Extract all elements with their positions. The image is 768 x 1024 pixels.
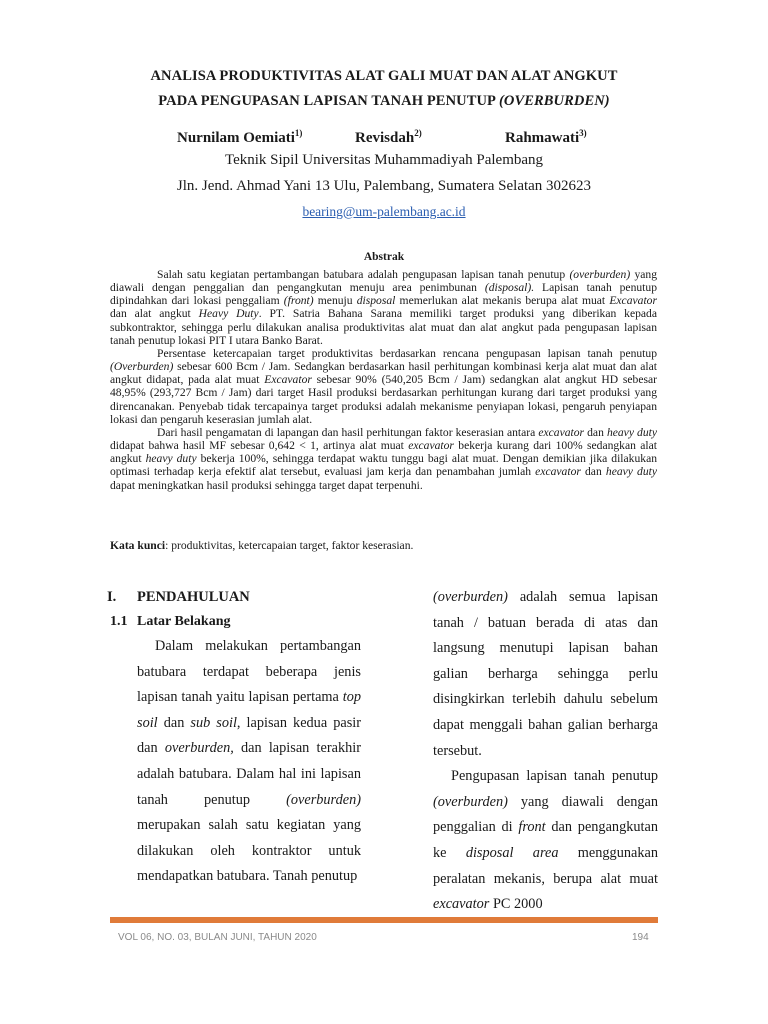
text-run: Dalam melakukan pertambangan batubara terdapat beberapa jenis lapisan tanah yaitu lapisan pertama bbox=[137, 638, 361, 706]
page-number: 194 bbox=[632, 932, 649, 943]
keywords-label: Kata kunci bbox=[110, 539, 166, 552]
author-1 bbox=[177, 128, 302, 147]
italic-term: overburden, bbox=[164, 740, 234, 757]
text-run: dapat meningkatkan hasil produksi sehingga target dapat terpenuhi. bbox=[110, 478, 423, 492]
body-paragraph bbox=[137, 634, 361, 890]
body-column-left bbox=[137, 634, 361, 890]
italic-term: top soil bbox=[137, 689, 361, 731]
author-name: Nurnilam Oemiati bbox=[177, 130, 295, 146]
italic-term: (front) bbox=[283, 294, 314, 308]
keywords bbox=[110, 539, 413, 552]
text-run: Lapisan tanah penutup dipindahkan dari lokasi penggaliam bbox=[110, 281, 657, 308]
italic-term: (overburden) bbox=[433, 793, 508, 810]
italic-term: (overburden) bbox=[569, 268, 631, 281]
paper-title-line-2 bbox=[0, 93, 768, 110]
italic-term: excavator bbox=[538, 425, 585, 439]
subsection-number: 1.1 bbox=[110, 614, 128, 629]
italic-term: heavy duty bbox=[605, 465, 658, 479]
italic-term: excavator bbox=[408, 439, 454, 453]
section-title: PENDAHULUAN bbox=[137, 589, 250, 605]
italic-term: (disposal). bbox=[484, 281, 535, 295]
italic-term: sub soil bbox=[190, 714, 237, 731]
body-paragraph bbox=[433, 764, 658, 918]
text-run: dan lapisan terakhir adalah batubara. Dalam hal ini lapisan tanah penutup bbox=[137, 740, 361, 808]
italic-term: excavator bbox=[535, 465, 581, 479]
text-run: memerlukan alat mekanis berupa alat muat bbox=[395, 294, 610, 308]
author-2 bbox=[355, 128, 422, 147]
text-run: Persentase ketercapaian target produktivitas berdasarkan rencana pengupasan lapisan tanah penutup bbox=[157, 346, 657, 360]
italic-term: disposal area bbox=[465, 844, 559, 861]
section-heading bbox=[107, 589, 250, 606]
text-run: menuju bbox=[313, 294, 357, 308]
text-run: , lapisan kedua pasir dan bbox=[137, 714, 361, 757]
author-name: Revisdah bbox=[355, 130, 415, 146]
italic-term: excavator bbox=[433, 896, 490, 913]
footer-divider bbox=[110, 917, 658, 923]
author-name: Rahmawati bbox=[505, 130, 580, 146]
text-run: Pengupasan lapisan tanah penutup bbox=[451, 768, 658, 785]
author-superscript: 3) bbox=[579, 128, 587, 138]
italic-term: (Overburden) bbox=[110, 360, 174, 374]
text-run: merupakan salah satu kegiatan yang dilakukan oleh kontraktor untuk mendapatkan batubara. Tanah penutup bbox=[137, 817, 361, 885]
title-italic: (OVERBURDEN) bbox=[498, 93, 610, 109]
text-run: adalah semua lapisan tanah / batuan berada di atas dan langsung menutupi lapisan bahan galian berharga sehingga perlu disingkirkan terlebih dahulu sebelum dapat menggali bahan galian berharga tersebut. bbox=[433, 589, 658, 759]
text-run: PC 2000 bbox=[489, 896, 543, 913]
subsection-heading bbox=[110, 614, 230, 630]
abstract-heading: Abstrak bbox=[363, 251, 405, 263]
text-run: . PT. Satria Bahana Sarana memiliki target produksi yang diberikan kepada subkontraktor, sehingga perlu dilakukan analisa produktivitas alat muat dan alat angkut pada pengupasan lapisan tanah penutup lokasi PIT I utara Banko Barat. bbox=[110, 307, 658, 347]
email-link[interactable]: bearing@um-palembang.ac.id bbox=[302, 204, 466, 219]
italic-term: (overburden) bbox=[433, 589, 508, 605]
paper-title-line-1: ANALISA PRODUKTIVITAS ALAT GALI MUAT DAN ALAT ANGKUT bbox=[150, 68, 618, 84]
italic-term: heavy duty bbox=[145, 452, 197, 466]
italic-term: Heavy Duty bbox=[198, 307, 259, 321]
abstract-body bbox=[110, 268, 657, 492]
text-run: sebesar 90% (540,205 Bcm / Jam) sedangkan alat angkut HD sebesar 48,95% (293,727 Bcm / Jam) dari target Hasil produksi berdasarkan perhitungan kurang dari target produksi yang direncanakan. Penyebab tidak tercapainya target produksi adalah mekanisme penyiapan lokasi, pengaruh penyiapan lokasi dan pengaruh keserasian jumlah alat. bbox=[110, 373, 657, 426]
author-superscript: 1) bbox=[294, 128, 303, 138]
text-run: dan bbox=[157, 714, 191, 731]
body-paragraph bbox=[433, 585, 658, 764]
italic-term: disposal bbox=[356, 294, 396, 308]
address: Jln. Jend. Ahmad Yani 13 Ulu, Palembang, Sumatera Selatan 302623 bbox=[176, 178, 592, 194]
author-3 bbox=[505, 128, 587, 147]
text-run: dan alat angkut bbox=[110, 307, 199, 321]
text-run: bekerja kurang dari 100% sedangkan alat angkut bbox=[110, 439, 657, 466]
text-run: dan bbox=[580, 465, 606, 479]
keywords-text: : produktivitas, ketercapaian target, faktor keserasian. bbox=[165, 539, 414, 552]
text-run: menggunakan peralatan mekanis, berupa alat muat bbox=[433, 844, 658, 887]
text-run: sebesar 600 Bcm / Jam. Sedangkan berdasarkan hasil perhitungan kombinasi kerja alat muat dan alat angkut didapat, pada alat muat bbox=[110, 360, 657, 387]
text-run: bekerja 100%, sehingga terdapat waktu tunggu bagi alat muat. Dengan demikian jika dilakukan optimasi terhadap kerja efektif alat tersebut, evaluasi jam kerja dan penambahan jumlah bbox=[110, 452, 658, 479]
italic-term: front bbox=[518, 819, 546, 836]
abstract-paragraph-2 bbox=[110, 347, 657, 426]
text-run: yang diawali dengan penggalian dan pengangkutan menuju area penimbunan bbox=[110, 268, 658, 295]
body-column-right bbox=[433, 585, 658, 918]
text-run: Dari hasil pengamatan di lapangan dan hasil perhitungan faktor keserasian antara bbox=[157, 425, 539, 439]
italic-term: heavy duty bbox=[606, 425, 657, 439]
text-run: didapat bahwa hasil MF sebesar 0,642 < 1, artinya alat muat bbox=[110, 439, 409, 453]
abstract-paragraph-3 bbox=[110, 426, 657, 492]
journal-info: VOL 06, NO. 03, BULAN JUNI, TAHUN 2020 bbox=[118, 932, 317, 943]
abstract-paragraph-1 bbox=[110, 268, 657, 347]
section-number: I. bbox=[107, 589, 117, 605]
subsection-title: Latar Belakang bbox=[137, 614, 231, 629]
affiliation: Teknik Sipil Universitas Muhammadiyah Palembang bbox=[224, 152, 544, 168]
italic-term: Excavator bbox=[264, 373, 312, 387]
text-run: dan bbox=[584, 425, 607, 439]
italic-term: Excavator bbox=[609, 294, 657, 308]
text-run: yang diawali dengan penggalian di bbox=[433, 793, 658, 836]
italic-term: (overburden) bbox=[286, 791, 361, 808]
text-run: dan pengangkutan ke bbox=[433, 819, 658, 861]
author-superscript: 2) bbox=[414, 128, 422, 138]
title-main: PADA PENGUPASAN LAPISAN TANAH PENUTUP bbox=[158, 93, 499, 109]
text-run: Salah satu kegiatan pertambangan batubara adalah pengupasan lapisan tanah penutup bbox=[157, 268, 570, 281]
